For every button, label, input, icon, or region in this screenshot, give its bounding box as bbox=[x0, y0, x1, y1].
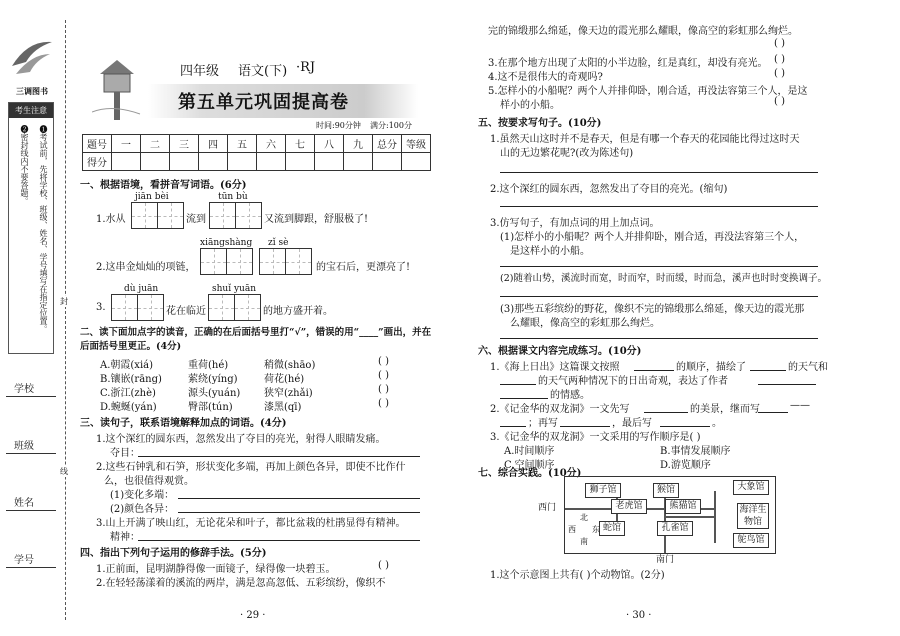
write-grid[interactable] bbox=[208, 294, 260, 321]
s4-q2-text: 2.在轻轻荡漾着的溪流的两岸，满是忽高忽低、五彩缤纷，像织不 bbox=[96, 578, 386, 589]
answer-paren[interactable]: ( ) bbox=[774, 54, 785, 65]
s6-q1-e: 的情感。 bbox=[550, 390, 590, 401]
r-q4-text: 4.这不是很伟大的奇观吗? bbox=[488, 72, 603, 83]
grade-label: 四年级 bbox=[180, 64, 220, 79]
s4-q1-text: 1.正前面，昆明湖静得像一面镜子，绿得像一块碧玉。 bbox=[96, 564, 336, 575]
answer-paren[interactable]: ( ) bbox=[378, 398, 389, 409]
q1-3-text-c: 的地方盛开着。 bbox=[263, 306, 333, 317]
s3-q2-label-2: (2)颜色各异： bbox=[110, 504, 175, 515]
answer-line[interactable] bbox=[500, 338, 818, 339]
score-input-cell[interactable] bbox=[315, 153, 344, 171]
map-elephant-hall[interactable]: 大象馆 bbox=[733, 480, 769, 495]
notice-item-1: ❶考试前，先将学校、班级、姓名、学号填写在指定位置。 bbox=[39, 125, 48, 333]
score-cell: 题号 bbox=[83, 135, 112, 153]
school-label: 学校 bbox=[14, 384, 34, 395]
score-input-cell[interactable] bbox=[257, 153, 286, 171]
s2-row-d-3: 漆黑(qī) bbox=[264, 402, 302, 413]
answer-paren[interactable]: ( ) bbox=[774, 38, 785, 49]
name-field[interactable] bbox=[6, 510, 56, 511]
s6-q1-a: 1.《海上日出》这篇课文按照 bbox=[490, 362, 620, 373]
exam-title: 第五单元巩固提高卷 bbox=[178, 92, 349, 113]
score-input-cell[interactable] bbox=[170, 153, 199, 171]
score-input-cell[interactable] bbox=[141, 153, 170, 171]
r-q5-text-cont: 样小的小船。 bbox=[500, 100, 560, 111]
map-tiger-hall[interactable]: 老虎馆 bbox=[611, 499, 647, 514]
compass-west: 西 bbox=[568, 525, 576, 534]
s2-row-d-2: 臀部(tún) bbox=[188, 402, 233, 413]
map-west-gate: 西门 bbox=[538, 503, 557, 513]
score-cell: 一 bbox=[112, 135, 141, 153]
s6-q2-b: 的美景，继而写 bbox=[690, 404, 760, 415]
map-lion-hall[interactable]: 狮子馆 bbox=[585, 483, 621, 498]
s6-option-a[interactable]: A.时间顺序 bbox=[504, 446, 555, 457]
answer-paren[interactable]: ( ) bbox=[378, 370, 389, 381]
score-input-cell[interactable] bbox=[344, 153, 373, 171]
score-input-cell[interactable] bbox=[199, 153, 228, 171]
score-input-cell[interactable] bbox=[373, 153, 402, 171]
q1-3-text-a: 3. bbox=[96, 302, 106, 313]
seal-char-1: 封 bbox=[60, 297, 68, 306]
q1-1-text-b: 流到 bbox=[186, 214, 206, 225]
s2-row-a-1: A.朝霞(xiá) bbox=[100, 360, 154, 371]
school-field[interactable] bbox=[6, 396, 56, 397]
mailbox-illustration-icon bbox=[92, 52, 142, 122]
score-cell: 九 bbox=[344, 135, 373, 153]
s6-option-b[interactable]: B.事情发展顺序 bbox=[660, 446, 731, 457]
s5-q3a-text: (1)怎样小的小船呢？两个人并排仰卧，刚合适，再没法容第三个人， bbox=[500, 232, 805, 243]
section-6-title: 六、根据课文内容完成练习。(10分) bbox=[478, 346, 642, 357]
q1-2-text-b: 的宝石后，更漂亮了! bbox=[316, 262, 411, 273]
notice-box bbox=[8, 102, 54, 354]
map-south-gate: 南门 bbox=[656, 555, 675, 565]
subject-label: 语文(下) bbox=[238, 64, 288, 79]
notice-heading: 考生注意 bbox=[9, 103, 53, 118]
section-2-title: 二、读下面加点字的读音，正确的在后面括号里打“√”，错误的用“____”画出，并在后面括号里更正。(4分) bbox=[80, 327, 432, 352]
score-table-header-row bbox=[83, 135, 431, 153]
seal-line bbox=[65, 20, 66, 620]
answer-paren[interactable]: ( ) bbox=[378, 356, 389, 367]
s6-option-d[interactable]: D.游览顺序 bbox=[660, 460, 711, 471]
number-label: 学号 bbox=[14, 555, 34, 566]
score-cell: 六 bbox=[257, 135, 286, 153]
s6-q2-a: 2.《记金华的双龙洞》一文先写 bbox=[490, 404, 630, 415]
s3-q2-label-1: (1)变化多端： bbox=[110, 490, 175, 501]
score-input-cell[interactable] bbox=[286, 153, 315, 171]
s7-q1-text: 1.这个示意图上共有( )个动物馆。(2分) bbox=[490, 570, 665, 581]
s3-q1-label: 夺目： bbox=[110, 448, 140, 459]
s6-q2-c: —— bbox=[790, 400, 810, 411]
answer-line[interactable] bbox=[758, 384, 816, 385]
answer-line[interactable] bbox=[644, 412, 688, 413]
answer-line[interactable] bbox=[660, 426, 710, 427]
s3-q3-label: 精神： bbox=[110, 532, 140, 543]
s3-q2-text: 2.这些石钟乳和石笋，形状变化多端，再加上颜色各异，即使不比作什 bbox=[96, 462, 406, 473]
full-score: 满分:100分 bbox=[370, 121, 412, 130]
answer-paren[interactable]: ( ) bbox=[774, 68, 785, 79]
section-3-title: 三、读句子，联系语境解释加点的词语。(4分) bbox=[80, 418, 287, 429]
section-7-title: 七、综合实践。(10分) bbox=[478, 468, 582, 479]
s2-row-c-2: 源头(yuán) bbox=[188, 388, 241, 399]
q1-1-text-a: 1.水从 bbox=[96, 214, 126, 225]
score-table bbox=[82, 134, 431, 171]
time-limit: 时间:90分钟 bbox=[316, 121, 361, 130]
answer-paren[interactable]: ( ) bbox=[378, 560, 389, 571]
s5-q3-text: 3.仿写句子，有加点词的用上加点词。 bbox=[490, 218, 660, 229]
score-input-cell[interactable] bbox=[402, 153, 431, 171]
s2-row-d-1: D.蜿蜒(yán) bbox=[100, 402, 157, 413]
answer-line[interactable] bbox=[500, 296, 818, 297]
r-cont-text: 完的锦缎那么绵延，像天边的霞光那么耀眼，像高空的彩虹那么绚烂。 bbox=[488, 26, 798, 37]
map-panda-hall[interactable]: 熊猫馆 bbox=[665, 499, 701, 514]
map-monkey-hall[interactable]: 猴馆 bbox=[653, 483, 679, 498]
answer-line[interactable] bbox=[560, 426, 610, 427]
s6-q1-b: 的顺序，描绘了 bbox=[676, 362, 746, 373]
s3-q1-text: 1.这个深红的圆东西，忽然发出了夺目的亮光，射得人眼睛发痛。 bbox=[96, 434, 386, 445]
answer-line[interactable] bbox=[138, 540, 420, 541]
compass-south: 南 bbox=[580, 537, 588, 546]
s5-q3b-text: (2)随着山势，溪流时而宽，时而窄，时而缓，时而急，溪声也时时变换调子。 bbox=[500, 273, 827, 284]
s5-q1-text: 1.虽然天山这时并不是春天，但是有哪一个春天的花园能比得过这时天 bbox=[490, 134, 800, 145]
score-input-cell[interactable] bbox=[228, 153, 257, 171]
map-peacock-hall[interactable]: 孔雀馆 bbox=[657, 521, 693, 536]
s2-row-c-3: 狭窄(zhǎi) bbox=[264, 388, 313, 399]
s6-q3-text: 3.《记金华的双龙洞》一文采用的写作顺序是( ) bbox=[490, 432, 701, 443]
number-field[interactable] bbox=[6, 567, 56, 568]
answer-line[interactable] bbox=[500, 172, 818, 173]
s6-q1-d: 的天气两种情况下的日出奇观，表达了作者 bbox=[538, 376, 728, 387]
score-cell: 五 bbox=[228, 135, 257, 153]
pinyin-1: jiān bèi bbox=[135, 192, 169, 202]
s5-q1-text-cont: 山的无边繁花呢?(改为陈述句) bbox=[500, 148, 634, 159]
answer-line[interactable] bbox=[138, 456, 420, 457]
answer-line[interactable] bbox=[500, 426, 526, 427]
score-cell: 等级 bbox=[402, 135, 431, 153]
write-grid[interactable] bbox=[131, 202, 183, 229]
pinyin-5: dù juān bbox=[124, 284, 159, 294]
s2-row-a-3: 稍微(shāo) bbox=[264, 360, 316, 371]
class-label: 班级 bbox=[14, 441, 34, 452]
s3-q3-text: 3.山上开满了映山红，无论花朵和叶子，都比盆栽的杜鹃显得有精神。 bbox=[96, 518, 406, 529]
pinyin-3: xiāngshàng bbox=[200, 238, 253, 248]
s2-row-b-2: 萦绕(yíng) bbox=[188, 374, 238, 385]
score-table-score-row bbox=[83, 153, 431, 171]
score-cell: 二 bbox=[141, 135, 170, 153]
s2-row-b-3: 荷花(hé) bbox=[264, 374, 305, 385]
answer-line[interactable] bbox=[634, 370, 674, 371]
name-label: 姓名 bbox=[14, 498, 34, 509]
s6-q1-c: 的天气和 bbox=[788, 362, 828, 373]
s6-option-c[interactable]: C.空间顺序 bbox=[504, 460, 555, 471]
seal-char-2: 线 bbox=[60, 467, 68, 476]
zoo-map bbox=[564, 476, 776, 554]
page-number-left: · 29 · bbox=[240, 610, 266, 621]
score-input-cell[interactable] bbox=[112, 153, 141, 171]
pinyin-4: zǐ sè bbox=[268, 238, 289, 248]
s2-row-a-2: 重荷(hé) bbox=[188, 360, 229, 371]
s5-q3a-text-cont: 是这样小的小船。 bbox=[510, 246, 590, 257]
score-cell: 得分 bbox=[83, 153, 112, 171]
q1-3-text-b: 花在临近 bbox=[166, 306, 206, 317]
score-cell: 八 bbox=[315, 135, 344, 153]
map-snake-hall[interactable]: 蛇馆 bbox=[599, 521, 625, 536]
score-cell: 总分 bbox=[373, 135, 402, 153]
answer-paren[interactable]: ( ) bbox=[378, 384, 389, 395]
r-q5-text: 5.怎样小的小船呢？两个人并排仰卧，刚合适，再没法容第三个人，是这 bbox=[488, 86, 808, 97]
notice-item-2: ❷密封线内不要答题。 bbox=[20, 125, 29, 205]
answer-line[interactable] bbox=[178, 498, 420, 499]
answer-line[interactable] bbox=[758, 412, 788, 413]
answer-line[interactable] bbox=[500, 206, 818, 207]
s5-q3c-text-cont: 么耀眼，像高空的彩虹那么绚烂。 bbox=[510, 318, 660, 329]
s3-q2-text-cont: 么，也很值得观赏。 bbox=[104, 476, 194, 487]
score-cell: 四 bbox=[199, 135, 228, 153]
s5-q3c-text: (3)那些五彩缤纷的野花，像织不完的锦缎那么绵延，像天边的霞光那 bbox=[500, 304, 805, 315]
page-number-right: · 30 · bbox=[626, 610, 652, 621]
s6-q2-d: ；再写 bbox=[528, 418, 558, 429]
q1-2-text-a: 2.这串金灿灿的项链， bbox=[96, 262, 196, 273]
pinyin-2: tūn bù bbox=[218, 192, 248, 202]
s6-q2-e: ，最后写 bbox=[612, 418, 652, 429]
s2-row-c-1: C.浙江(zhè) bbox=[100, 388, 156, 399]
answer-line[interactable] bbox=[178, 512, 420, 513]
binding-strip bbox=[0, 0, 62, 636]
compass-east: 东 bbox=[592, 525, 600, 534]
section-4-title: 四、指出下列句子运用的修辞手法。(5分) bbox=[80, 548, 267, 559]
answer-paren[interactable]: ( ) bbox=[774, 96, 785, 107]
pinyin-6: shuǐ yuān bbox=[212, 284, 256, 294]
class-field[interactable] bbox=[6, 453, 56, 454]
write-grid[interactable] bbox=[259, 248, 311, 275]
write-grid[interactable] bbox=[209, 202, 261, 229]
answer-line[interactable] bbox=[500, 266, 818, 267]
q1-1-text-c: 又流到脚跟，舒服极了! bbox=[264, 214, 369, 225]
map-ostrich-hall[interactable]: 鸵鸟馆 bbox=[733, 533, 769, 548]
answer-line[interactable] bbox=[500, 398, 548, 399]
write-grid[interactable] bbox=[200, 248, 252, 275]
section-1-title: 一、根据语境，看拼音写词语。(6分) bbox=[80, 180, 247, 191]
edition-label: ·RJ bbox=[296, 60, 316, 75]
score-cell: 七 bbox=[286, 135, 315, 153]
answer-line[interactable] bbox=[750, 370, 786, 371]
s5-q2-text: 2.这个深红的圆东西，忽然发出了夺目的亮光。(缩句) bbox=[490, 184, 728, 195]
score-cell: 三 bbox=[170, 135, 199, 153]
r-q3-text: 3.在那个地方出现了太阳的小半边脸，红是真红，却没有亮光。 bbox=[488, 58, 768, 69]
section-5-title: 五、按要求写句子。(10分) bbox=[478, 118, 602, 129]
compass-north: 北 bbox=[580, 513, 588, 522]
s6-q2-f: 。 bbox=[712, 418, 722, 429]
answer-line[interactable] bbox=[500, 384, 536, 385]
publisher-name: 三调图书 bbox=[16, 87, 48, 96]
write-grid[interactable] bbox=[111, 294, 163, 321]
publisher-logo-icon bbox=[8, 36, 54, 82]
map-marine-hall[interactable]: 海洋生物馆 bbox=[737, 503, 769, 529]
s2-row-b-1: B.镶嵌(rāng) bbox=[100, 374, 162, 385]
